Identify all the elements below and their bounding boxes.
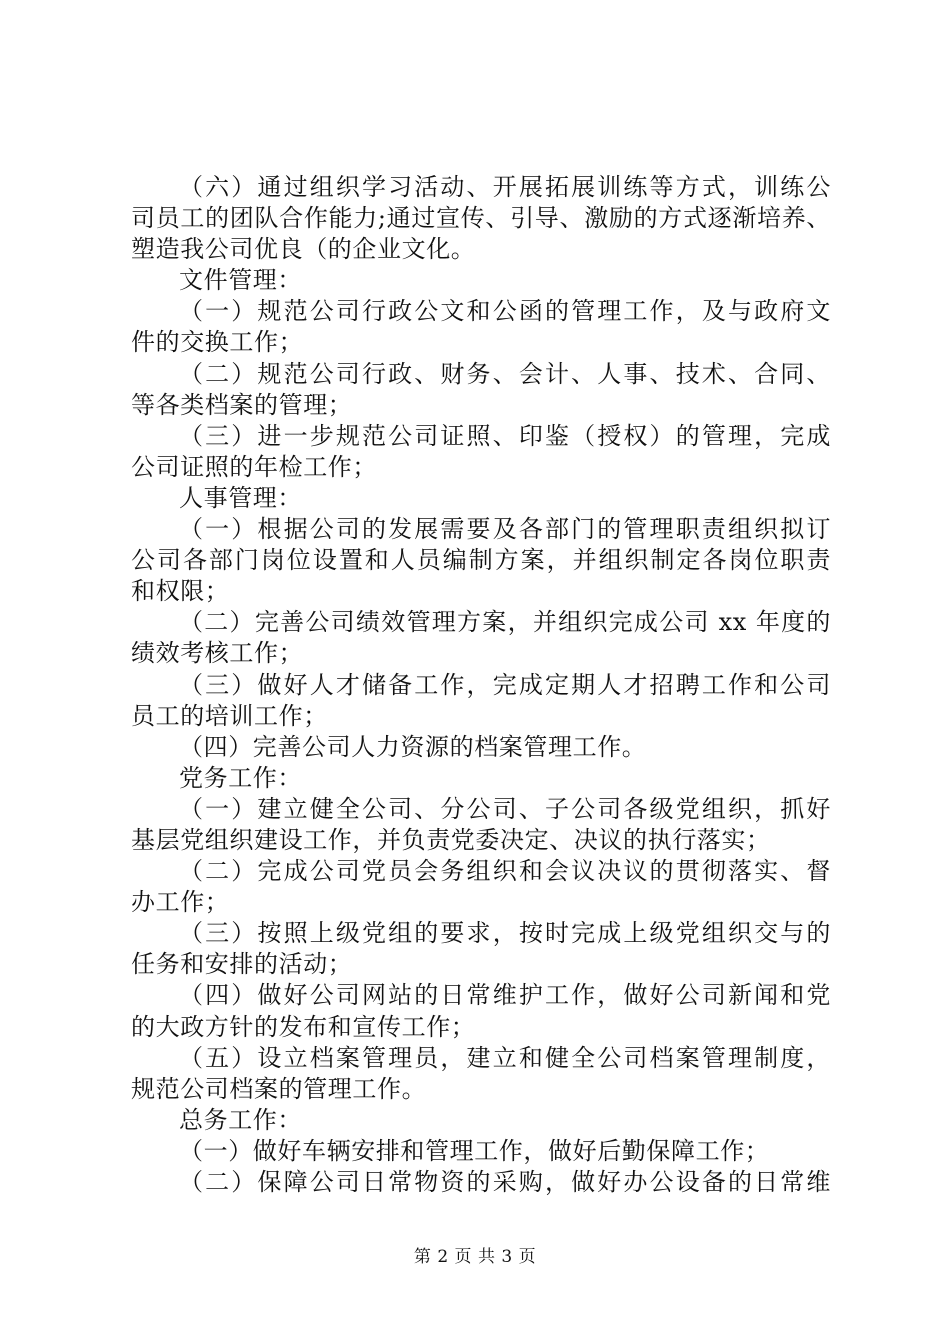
text-line: 公司各部门岗位设置和人员编制方案，并组织制定各岗位职责 xyxy=(131,546,831,575)
text-line: 件的交换工作； xyxy=(131,328,304,357)
text-line: 办工作； xyxy=(131,888,230,917)
text-line: 绩效考核工作； xyxy=(131,639,304,668)
text-line: 人事管理： xyxy=(179,483,302,512)
text-line: 员工的培训工作； xyxy=(131,701,328,730)
text-line: （三）按照上级党组的要求，按时完成上级党组织交与的 xyxy=(179,919,831,948)
text-line: 塑造我公司优良（的企业文化。 xyxy=(131,235,476,264)
text-line: （二）完善公司绩效管理方案，并组织完成公司 xx 年度的 xyxy=(179,608,831,637)
text-line: （一）根据公司的发展需要及各部门的管理职责组织拟订 xyxy=(179,515,831,544)
text-line: （四）做好公司网站的日常维护工作，做好公司新闻和党 xyxy=(179,981,831,1010)
text-line: （五）设立档案管理员，建立和健全公司档案管理制度， xyxy=(179,1043,831,1072)
text-line: （一）规范公司行政公文和公函的管理工作，及与政府文 xyxy=(179,297,831,326)
text-line: 规范公司档案的管理工作。 xyxy=(131,1074,427,1103)
text-line: 党务工作： xyxy=(179,763,302,792)
text-line: 和权限； xyxy=(131,577,230,606)
text-line: （六）通过组织学习活动、开展拓展训练等方式，训练公 xyxy=(179,173,831,201)
text-line: （一）建立健全公司、分公司、子公司各级党组织，抓好 xyxy=(179,794,831,823)
text-line: 的大政方针的发布和宣传工作； xyxy=(131,1012,476,1041)
text-line: 司员工的团队合作能力;通过宣传、引导、激励的方式逐渐培养、 xyxy=(131,204,831,233)
text-line: 任务和安排的活动； xyxy=(131,950,353,979)
document-body xyxy=(131,172,831,1198)
text-line: （四）完善公司人力资源的档案管理工作。 xyxy=(179,732,647,761)
page-footer xyxy=(0,1242,950,1267)
text-line: （一）做好车辆安排和管理工作，做好后勤保障工作； xyxy=(179,1136,770,1165)
text-line: 等各类档案的管理； xyxy=(131,390,353,419)
text-line: 文件管理： xyxy=(179,266,302,295)
text-line: （三）做好人才储备工作，完成定期人才招聘工作和公司 xyxy=(179,670,831,699)
text-line: 公司证照的年检工作； xyxy=(131,452,377,481)
text-line: （三）进一步规范公司证照、印鉴（授权）的管理，完成 xyxy=(179,421,831,450)
page-number-label: 第 2 页 共 3 页 xyxy=(413,1247,537,1267)
text-line: （二）保障公司日常物资的采购，做好办公设备的日常维 xyxy=(179,1168,831,1196)
text-line: 基层党组织建设工作，并负责党委决定、决议的执行落实； xyxy=(131,825,771,854)
text-line: 总务工作： xyxy=(179,1105,302,1134)
text-line: （二）完成公司党员会务组织和会议决议的贯彻落实、督 xyxy=(179,857,831,886)
text-line: （二）规范公司行政、财务、会计、人事、技术、合同、 xyxy=(179,359,831,388)
